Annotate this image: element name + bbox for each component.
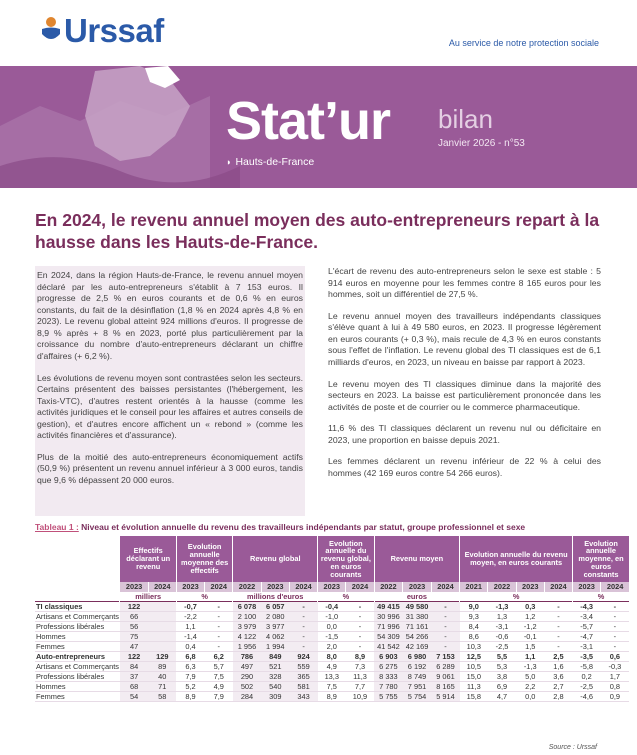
revenue-table [35, 536, 629, 702]
urssaf-logo [40, 14, 164, 47]
year-header: 2023 [261, 582, 289, 592]
table-cell: 2 100 [233, 611, 261, 621]
year-header: 2022 [374, 582, 403, 592]
table-cell: 786 [233, 651, 261, 661]
table-cell: 122 [120, 651, 148, 661]
table-cell: 497 [233, 661, 261, 671]
table-cell: 11,3 [346, 671, 374, 681]
logo-mark-icon [40, 16, 62, 46]
table-cell: -5,8 [573, 661, 601, 671]
table-cell: -1,3 [516, 661, 544, 671]
table-cell: - [601, 611, 629, 621]
left-paragraph: Plus de la moitié des auto-entrepreneurs économiquement actifs (50,9 %) présentent un revenu annuel inférieur à 3 000 euros, tandis que 9,6 % dépassent 20 000 euros. [37, 451, 303, 485]
table-cell: 365 [289, 671, 317, 681]
table-cell: 0,6 [601, 651, 629, 661]
year-header: 2024 [289, 582, 317, 592]
year-header: 2023 [120, 582, 148, 592]
region-text: Hauts-de-France [235, 156, 315, 168]
table-cell: 54 266 [403, 631, 432, 641]
table-cell: -0,7 [176, 601, 204, 611]
row-label: Auto-entrepreneurs [35, 651, 120, 661]
header-blank [35, 592, 120, 602]
left-paragraph: En 2024, dans la région Hauts-de-France, le revenu annuel moyen déclaré par les auto-entrepreneurs s'établit à 7 153 euros. Il progresse de 2,5 % en euros courants et de 0,6 % en euros constants, du fait de la désinflation (1,8 % en 2024 après 4,8 % en 2023). Le revenu global atteint 924 millions d'euros. Il progresse de 8,9 % après + 8 % en 2023, porté plus particulièrement par la croissance du nombre d'auto-entrepreneurs déclarant un chiffre d'affaires (+ 6,2 %). [37, 270, 303, 361]
table-cell: 71 [148, 681, 176, 691]
stat-ur-title: Stat’ur [226, 91, 391, 151]
group-header: Evolution annuelle moyenne des effectifs [176, 536, 232, 582]
table-cell [148, 611, 176, 621]
table-cell: 6 057 [261, 601, 289, 611]
table-cell: 66 [120, 611, 148, 621]
table-cell: 8,9 [318, 691, 346, 701]
table-cell: 49 415 [374, 601, 403, 611]
table-cell: 6 275 [374, 661, 403, 671]
table-cell: 84 [120, 661, 148, 671]
group-header: Evolution annuelle moyenne, en euros constants [573, 536, 629, 582]
edition-label: Janvier 2026 - n°53 [438, 138, 525, 149]
table-cell: 7,5 [205, 671, 233, 681]
table-cell: 5 914 [431, 691, 459, 701]
table-cell: 1 994 [261, 641, 289, 651]
row-label: Femmes [35, 691, 120, 701]
table-cell: 10,5 [460, 661, 488, 671]
headline: En 2024, le revenu annuel moyen des auto-entrepreneurs repart à la hausse dans les Hauts-de-France. [35, 210, 600, 252]
table-cell: 5,0 [516, 671, 544, 681]
year-header: 2023 [516, 582, 544, 592]
table-cell: 15,0 [460, 671, 488, 681]
table-cell: 502 [233, 681, 261, 691]
table-cell: - [205, 601, 233, 611]
row-label: Professions libérales [35, 621, 120, 631]
table-cell: 7 780 [374, 681, 403, 691]
table-row [35, 601, 629, 611]
unit-header: milliers [120, 592, 176, 602]
table-cell: - [346, 631, 374, 641]
table-cell: -3,1 [488, 621, 516, 631]
table-cell: 7 951 [403, 681, 432, 691]
table-cell: -1,2 [516, 621, 544, 631]
right-paragraph: 11,6 % des TI classiques déclarent un revenu nul ou déficitaire en 2023, une proportion en baisse depuis 2021. [328, 423, 601, 445]
table-cell: 71 161 [403, 621, 432, 631]
table-cell: 56 [120, 621, 148, 631]
table-cell: - [205, 631, 233, 641]
table-cell: 1 956 [233, 641, 261, 651]
table-cell: 6,2 [205, 651, 233, 661]
table-cell: -3,1 [573, 641, 601, 651]
table-cell: 2,5 [544, 651, 572, 661]
year-header: 2023 [573, 582, 601, 592]
table-cell: 7,3 [346, 661, 374, 671]
table-cell: 8,4 [460, 621, 488, 631]
table-cell: 13,3 [318, 671, 346, 681]
table-cell: - [346, 601, 374, 611]
table-cell: 54 [120, 691, 148, 701]
table-cell: 31 380 [403, 611, 432, 621]
table-source: Source : Urssaf [548, 744, 597, 751]
table-cell: 1,7 [601, 671, 629, 681]
unit-header: % [318, 592, 374, 602]
table-cell: -4,7 [573, 631, 601, 641]
table-cell: 6 192 [403, 661, 432, 671]
table-cell: 2,0 [318, 641, 346, 651]
table-cell: 122 [120, 601, 148, 611]
year-header: 2024 [431, 582, 459, 592]
table-cell: 10,3 [460, 641, 488, 651]
table-cell: 6,8 [176, 651, 204, 661]
table-cell: -1,3 [488, 601, 516, 611]
unit-header: % [176, 592, 232, 602]
table-cell: - [431, 641, 459, 651]
year-header: 2023 [403, 582, 432, 592]
table-cell: 924 [289, 651, 317, 661]
table-cell: - [544, 621, 572, 631]
year-header: 2024 [148, 582, 176, 592]
table-cell: 54 309 [374, 631, 403, 641]
table-cell: 40 [148, 671, 176, 681]
table-cell: 5 755 [374, 691, 403, 701]
row-label: TI classiques [35, 601, 120, 611]
table-cell: 30 996 [374, 611, 403, 621]
year-header: 2021 [460, 582, 488, 592]
table-cell: 1,1 [516, 651, 544, 661]
table-cell: - [601, 641, 629, 651]
table-cell: 47 [120, 641, 148, 651]
table-cell: -0,4 [318, 601, 346, 611]
table-cell: 3 977 [261, 621, 289, 631]
table-cell: 7,9 [205, 691, 233, 701]
table-cell: 10,9 [346, 691, 374, 701]
table-cell: 0,4 [176, 641, 204, 651]
table-cell: -4,6 [573, 691, 601, 701]
table-cell: -1,5 [318, 631, 346, 641]
year-header: 2022 [488, 582, 516, 592]
group-header: Revenu global [233, 536, 318, 582]
table-cell: 849 [261, 651, 289, 661]
year-header: 2022 [233, 582, 261, 592]
row-label: Professions libérales [35, 671, 120, 681]
group-header: Effectifs déclarant un revenu [120, 536, 176, 582]
table-cell: -4,3 [573, 601, 601, 611]
table-cell: 8,0 [318, 651, 346, 661]
row-label: Artisans et Commerçants [36, 611, 119, 621]
table-cell: 2,7 [544, 681, 572, 691]
table-cell: 8,6 [460, 631, 488, 641]
logo-text: Urssaf [64, 12, 164, 49]
table-cell: 328 [261, 671, 289, 681]
table-cell: - [431, 631, 459, 641]
table-cell: 3 979 [233, 621, 261, 631]
table-cell: 6 078 [233, 601, 261, 611]
table-cell: - [544, 611, 572, 621]
table-cell: 9,3 [460, 611, 488, 621]
year-header: 2023 [176, 582, 204, 592]
table-cell: 4 122 [233, 631, 261, 641]
table-cell: 12,5 [460, 651, 488, 661]
table-cell: 521 [261, 661, 289, 671]
table-cell: 6,3 [176, 661, 204, 671]
table-cell: 581 [289, 681, 317, 691]
left-column [35, 266, 305, 516]
tagline: Au service de notre protection sociale [448, 38, 599, 48]
group-header: Evolution annuelle du revenu global, en euros courants [318, 536, 374, 582]
row-label: Hommes [35, 681, 120, 691]
table-cell: 0,0 [318, 621, 346, 631]
table-cell: 5,2 [176, 681, 204, 691]
table-cell: - [431, 611, 459, 621]
table-cell: 4,7 [488, 691, 516, 701]
table-cell: 75 [120, 631, 148, 641]
table-cell: 559 [289, 661, 317, 671]
table-cell: 7,7 [346, 681, 374, 691]
table-cell: - [544, 601, 572, 611]
right-column [328, 266, 601, 489]
table-cell: 1,5 [516, 641, 544, 651]
year-header: 2024 [205, 582, 233, 592]
table-cell: - [431, 601, 459, 611]
table-cell: 3,8 [488, 671, 516, 681]
table-cell: 0,8 [601, 681, 629, 691]
table-cell: 9,0 [460, 601, 488, 611]
table-cell: 284 [233, 691, 261, 701]
table-cell: 6 289 [431, 661, 459, 671]
table-cell: 2,8 [544, 691, 572, 701]
table-cell: 8 333 [374, 671, 403, 681]
region-marker-icon: ◗ [226, 157, 232, 167]
table-row [35, 681, 629, 691]
top-header [0, 0, 637, 66]
table-cell: 0,2 [573, 671, 601, 681]
table-row [35, 631, 629, 641]
unit-header: millions d'euros [233, 592, 318, 602]
table-cell: - [601, 631, 629, 641]
table-cell: 2 080 [261, 611, 289, 621]
table-cell: - [289, 611, 317, 621]
table-cell: 5 754 [403, 691, 432, 701]
table-cell: 8 749 [403, 671, 432, 681]
table-cell: - [346, 621, 374, 631]
table-cell: 0,0 [516, 691, 544, 701]
table-cell: 41 542 [374, 641, 403, 651]
bilan-subtitle: bilan [438, 104, 493, 134]
table-cell: 7,5 [318, 681, 346, 691]
table-cell: 49 580 [403, 601, 432, 611]
table-cell: 1,1 [176, 621, 204, 631]
table-cell: 42 169 [403, 641, 432, 651]
table-cell: 37 [120, 671, 148, 681]
table-cell: -2,2 [176, 611, 204, 621]
year-header: 2024 [601, 582, 629, 592]
table-cell: -0,6 [488, 631, 516, 641]
table-cell: - [289, 631, 317, 641]
table-caption [35, 522, 525, 532]
table-cell: 1,6 [544, 661, 572, 671]
table-cell: 0,3 [516, 601, 544, 611]
table-cell: - [544, 631, 572, 641]
table-cell: -1,4 [176, 631, 204, 641]
header-blank [35, 582, 120, 592]
table-cell: 4 062 [261, 631, 289, 641]
table-cell: 2,2 [516, 681, 544, 691]
table-unit-header [35, 592, 629, 602]
header-blank [35, 536, 120, 582]
table-cell: 290 [233, 671, 261, 681]
table-cell: - [346, 641, 374, 651]
table-row [35, 651, 629, 661]
table-cell: - [205, 611, 233, 621]
table-cell: -2,5 [573, 681, 601, 691]
table-cell: 89 [148, 661, 176, 671]
right-paragraph: Le revenu moyen des TI classiques diminue dans la majorité des secteurs en 2023. La baisse est particulièrement prononcée dans les activités de poste et de courrier ou le commerce pharmaceutique. [328, 378, 601, 412]
table-row [35, 661, 629, 671]
table-row [35, 691, 629, 701]
year-header: 2024 [346, 582, 374, 592]
table-cell: 8,9 [176, 691, 204, 701]
table-row [35, 621, 629, 631]
right-paragraph: Le revenu annuel moyen des travailleurs indépendants classiques s'élève quant à lui à 49 580 euros, en 2023. Il progresse légèrement en euros courants (+ 0,3 %), mais recule de 4,3 % en euros constants sous l'effet de l'inflation. Le revenu global des TI classiques est de 6,1 milliards d'euros, en 2023, un niveau en baisse par rapport à 2023. [328, 310, 601, 367]
table-cell: - [289, 621, 317, 631]
table-cell: 3,6 [544, 671, 572, 681]
unit-header: euros [374, 592, 460, 602]
table-cell: 129 [148, 651, 176, 661]
table-cell: 6,9 [488, 681, 516, 691]
row-label: Femmes [35, 641, 120, 651]
table-body [35, 601, 629, 701]
table-cell: - [346, 611, 374, 621]
table-group-header [35, 536, 629, 582]
table-cell: 68 [120, 681, 148, 691]
table-caption-label: Tableau 1 : [35, 522, 79, 532]
table-cell: -3,4 [573, 611, 601, 621]
table-cell: - [289, 641, 317, 651]
table-cell: - [205, 641, 233, 651]
table-cell: - [289, 601, 317, 611]
year-header: 2023 [318, 582, 346, 592]
table-cell: 5,3 [488, 661, 516, 671]
group-header: Evolution annuelle du revenu moyen, en euros courants [460, 536, 573, 582]
left-paragraph: Les évolutions de revenu moyen sont contrastées selon les secteurs. Certains présentent des baisses persistantes (l'hébergement, les Taxis-VTC), d'autres restent orientés à la hausse (comme les activités juridiques et le conseil pour les affaires et autres conseils de gestion), et d'autres encore affichent un « rebond » (comme les activités financières et d'assurance). [37, 372, 303, 441]
table-caption-text: Niveau et évolution annuelle du revenu des travailleurs indépendants par statut, groupe professionnel et sexe [81, 522, 526, 532]
table-cell: - [431, 621, 459, 631]
table-cell: 343 [289, 691, 317, 701]
table-year-header [35, 582, 629, 592]
table-cell: -2,5 [488, 641, 516, 651]
table-cell: 15,8 [460, 691, 488, 701]
table-cell: 5,5 [488, 651, 516, 661]
unit-header: % [573, 592, 629, 602]
right-paragraph: L'écart de revenu des auto-entrepreneurs selon le sexe est stable : 5 914 euros en moyenne pour les femmes contre 8 165 euros pour les hommes, soit un différentiel de 27,5 %. [328, 266, 601, 300]
table-cell: - [205, 621, 233, 631]
table-cell: 4,9 [318, 661, 346, 671]
table-cell: 6 980 [403, 651, 432, 661]
table-cell: -5,7 [573, 621, 601, 631]
table-cell: -0,1 [516, 631, 544, 641]
table-cell: -0,3 [601, 661, 629, 671]
table-cell: 0,9 [601, 691, 629, 701]
table-cell: 540 [261, 681, 289, 691]
table-row [35, 671, 629, 681]
table-cell: 8,9 [346, 651, 374, 661]
table-cell: 71 996 [374, 621, 403, 631]
table-cell: 309 [261, 691, 289, 701]
table-cell: 1,3 [488, 611, 516, 621]
table-cell: -3,5 [573, 651, 601, 661]
unit-header: % [460, 592, 573, 602]
year-header: 2024 [544, 582, 572, 592]
table-cell: - [601, 621, 629, 631]
table-cell: 8 165 [431, 681, 459, 691]
table-cell: 5,7 [205, 661, 233, 671]
region-label [226, 156, 314, 168]
row-label: Hommes [35, 631, 120, 641]
table-cell: 7,9 [176, 671, 204, 681]
table-row [35, 611, 629, 621]
table-cell: 7 153 [431, 651, 459, 661]
table-row [35, 641, 629, 651]
table-cell: -1,0 [318, 611, 346, 621]
table-cell: 4,9 [205, 681, 233, 691]
group-header: Revenu moyen [374, 536, 460, 582]
table-cell [148, 631, 176, 641]
table-cell: 11,3 [460, 681, 488, 691]
table-cell [148, 621, 176, 631]
row-label: Artisans et Commerçants [36, 661, 119, 671]
table-cell: - [544, 641, 572, 651]
table-cell [148, 601, 176, 611]
right-paragraph: Les femmes déclarent un revenu inférieur de 22 % à celui des hommes (42 169 euros contre 54 266 euros). [328, 456, 601, 478]
table-cell: 9 061 [431, 671, 459, 681]
table-cell: 1,2 [516, 611, 544, 621]
table-cell: - [601, 601, 629, 611]
table-cell: 58 [148, 691, 176, 701]
table-cell [148, 641, 176, 651]
table-cell: 6 903 [374, 651, 403, 661]
